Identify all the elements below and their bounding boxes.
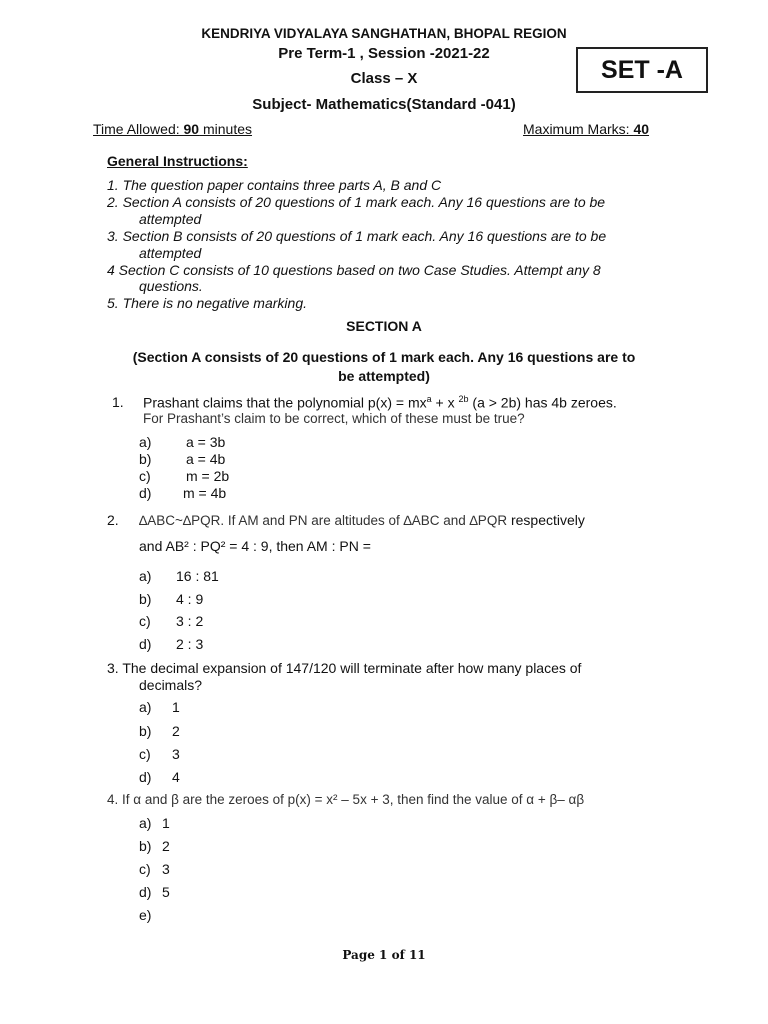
question-number: 1. [112,394,124,410]
question-number: 2. [107,512,119,528]
option-text: m = 4b [183,485,227,501]
instructions-heading: General Instructions: [107,153,248,169]
instruction-line: 5. There is no negative marking. [107,295,307,311]
set-label: SET -A [601,55,683,84]
set-badge [576,47,708,93]
option-text: 4 : 9 [176,591,204,607]
option-text: 16 : 81 [176,568,219,584]
maximum-marks [523,121,649,137]
question-2-line2: and AB² : PQ² = 4 : 9, then AM : PN = [139,538,371,554]
question-4-text: 4. If α and β are the zeroes of p(x) = x² – 5x + 3, then find the value of α + β– αβ [107,792,585,807]
page-number: Page 1 of 11 [342,948,426,962]
option-label: a) [139,434,152,450]
instruction-line: attempted [139,245,202,261]
question-3-line2: decimals? [139,677,203,693]
option-label: c) [139,468,151,484]
option-label: a) [139,815,152,831]
maximum-marks-label: Maximum Marks: [523,121,634,137]
instruction-line: 2. Section A consists of 20 questions of 1 mark each. Any 16 questions are to be [107,194,606,210]
option-label: c) [139,613,151,629]
option-text: 3 [172,746,180,762]
question-1-line2: For Prashant’s claim to be correct, which of these must be true? [143,411,525,426]
instruction-line: attempted [139,211,202,227]
instruction-line: 3. Section B consists of 20 questions of 1 mark each. Any 16 questions are to be [107,228,607,244]
option-text: 3 [162,861,170,877]
maximum-marks-value: 40 [633,121,650,137]
option-text: m = 2b [186,468,230,484]
option-label: a) [139,699,152,715]
time-allowed-value: 90 [183,121,200,137]
option-text: a = 3b [186,434,226,450]
option-label: e) [139,907,152,923]
option-label: b) [139,591,152,607]
section-title: SECTION A [346,318,422,334]
option-label: c) [139,746,151,762]
question-2-text: ∆ABC~∆PQR. If AM and PN are altitudes of ∆ABC and ∆PQR respectively [139,512,585,528]
option-label: b) [139,838,152,854]
class-label: Class – X [350,70,418,87]
option-label: d) [139,884,152,900]
option-text: a = 4b [186,451,226,467]
section-note: be attempted) [338,368,430,384]
option-label: d) [139,485,152,501]
option-label: c) [139,861,151,877]
instruction-line: 1. The question paper contains three parts A, B and C [107,177,442,193]
instruction-line: 4 Section C consists of 10 questions based on two Case Studies. Attempt any 8 [107,262,601,278]
option-label: b) [139,451,152,467]
section-note: (Section A consists of 20 questions of 1 mark each. Any 16 questions are to [132,349,636,365]
question-1-text: Prashant claims that the polynomial $p(x) = mx^a + x$ $^{2b}$ (a > 2b) has 4b zeroes. [143,394,617,411]
exam-title: Pre Term-1 , Session -2021-22 [278,45,490,62]
option-text: 5 [162,884,170,900]
question-3-text: 3. The decimal expansion of 147/120 will terminate after how many places of [107,660,582,676]
option-text: 1 [172,699,180,715]
option-text: 2 [172,723,180,739]
option-label: a) [139,568,152,584]
option-label: d) [139,769,152,785]
subject-label: Subject- Mathematics(Standard -041) [252,96,516,113]
option-label: b) [139,723,152,739]
instruction-line: questions. [139,278,203,294]
option-text: 2 [162,838,170,854]
option-text: 2 : 3 [176,636,204,652]
option-text: 3 : 2 [176,613,204,629]
option-label: d) [139,636,152,652]
option-text: 1 [162,815,170,831]
option-text: 4 [172,769,180,785]
school-name: KENDRIYA VIDYALAYA SANGHATHAN, BHOPAL REGION [201,26,567,41]
time-allowed-label: Time Allowed: [93,121,184,137]
time-allowed [93,121,252,137]
time-allowed-unit: minutes [199,121,253,137]
